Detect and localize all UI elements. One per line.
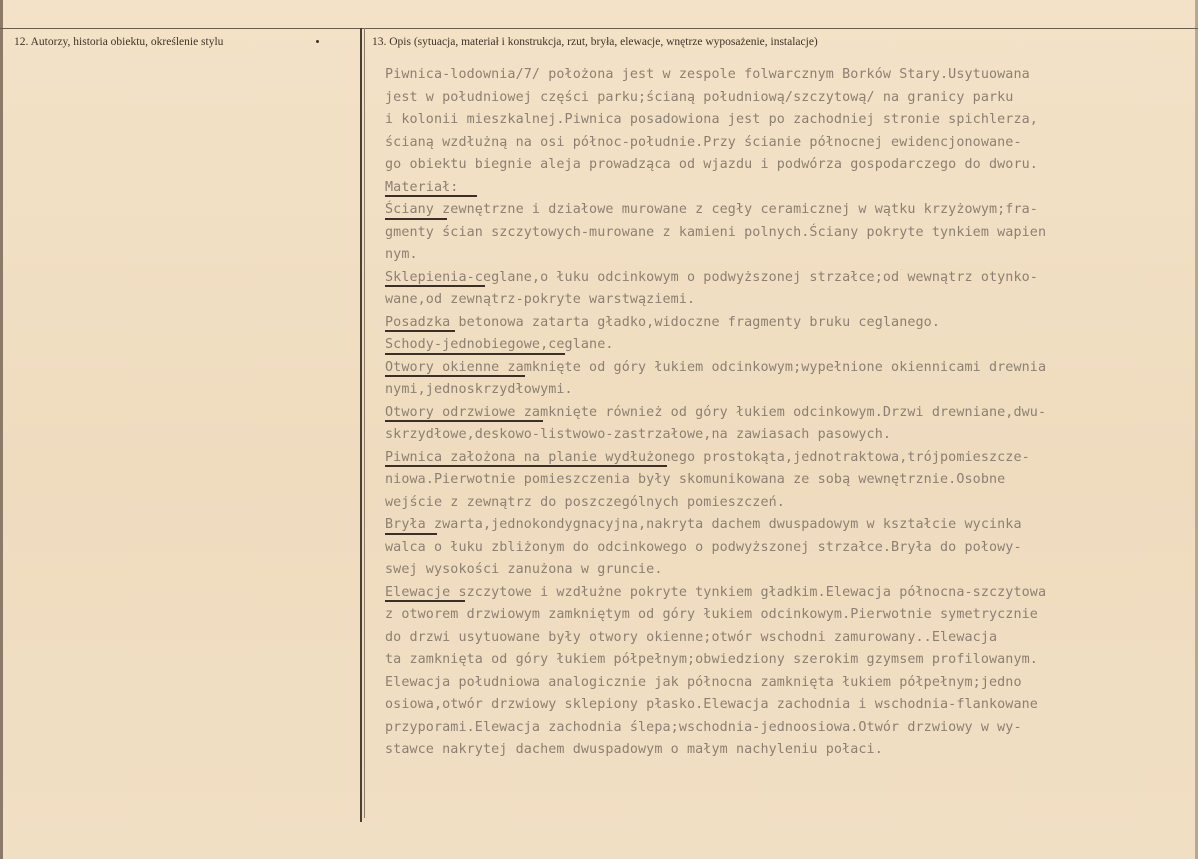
underline-mark [385, 330, 455, 332]
underline-mark [385, 465, 667, 467]
description-line: Posadzka betonowa zatarta gładko,widoczne fragmenty bruku ceglanego. [385, 312, 1185, 335]
description-line: do drzwi usytuowane były otwory okienne;otwór wschodni zamurowany..Elewacja [385, 629, 998, 645]
underline-mark [385, 600, 465, 602]
description-line: Piwnica założona na planie wydłużonego prostokąta,jednotraktowa,trójpomieszcze- [385, 447, 1185, 470]
description-line: ścianą wzdłużną na osi północ-południe.Przy ścianie północnej ewidencjonowane- [385, 134, 1022, 150]
description-line: i kolonii mieszkalnej.Piwnica posadowiona jest po zachodniej stronie spichlerza, [385, 112, 1038, 127]
description-line: stawce nakrytej dachem dwuspadowym o małym nachyleniu połaci. [385, 742, 883, 757]
page-edge-left [0, 0, 3, 859]
description-line: Piwnica-lodownia/7/ położona jest w zespole folwarcznym Borków Stary.Usytuowana [385, 67, 1030, 82]
section-12-header: 12. Autorzy, historia obiektu, określenie stylu [14, 36, 224, 48]
description-line: Otwory odrzwiowe zamknięte również od góry łukiem odcinkowym.Drzwi drewniane,dwu- [385, 402, 1185, 425]
description-line: go obiektu biegnie aleja prowadząca od wjazdu i podwórza gospodarczego do dworu. [385, 157, 1038, 172]
description-line: wejście z zewnątrz do poszczególnych pomieszczeń. [385, 494, 785, 510]
underline-mark [385, 533, 437, 535]
description-line: skrzydłowe,deskowo-listwowo-zastrzałowe,na zawiasach pasowych. [385, 427, 892, 442]
form-top-rule [0, 28, 1198, 29]
description-line: osiowa,otwór drzwiowy sklepiony płasko.Elewacja zachodnia i wschodnia-flankowane [385, 697, 1038, 712]
description-line: nymi,jednoskrzydłowymi. [385, 382, 573, 397]
description-line: niowa.Pierwotnie pomieszczenia były skomunikowana ze sobą wewnętrznie.Osobne [385, 472, 1006, 487]
form-column-divider-inner [364, 28, 365, 818]
description-line: Materiał: [385, 177, 1185, 200]
underline-mark [385, 375, 525, 377]
description-line: nym. [385, 247, 418, 262]
description-line: Elewacja południowa analogicznie jak północna zamknięta łukiem półpełnym;jedno [385, 674, 1022, 690]
underline-mark [385, 218, 447, 220]
underline-mark [385, 353, 565, 355]
description-line: Bryła zwarta,jednokondygnacyjna,nakryta dachem dwuspadowym w kształcie wycinka [385, 514, 1185, 537]
description-line: Otwory okienne zamknięte od góry łukiem odcinkowym;wypełnione okiennicami drewnia [385, 357, 1185, 380]
description-line: jest w południowej części parku;ścianą południową/szczytową/ na granicy parku [385, 89, 1014, 105]
description-body [385, 64, 1185, 762]
underline-mark [385, 195, 477, 197]
description-line: Ściany zewnętrzne i działowe murowane z cegły ceramicznej w wątku krzyżowym;fra- [385, 199, 1185, 222]
ink-dot [316, 40, 319, 43]
description-line: Sklepienia-ceglane,o łuku odcinkowym o podwyższonej strzałce;od wewnątrz otynko- [385, 267, 1185, 290]
description-line: swej wysokości zanużona w gruncie. [385, 562, 663, 577]
description-line: przyporami.Elewacja zachodnia ślepa;wschodnia-jednoosiowa.Otwór drzwiowy w wy- [385, 719, 1022, 735]
description-line: walca o łuku zbliżonym do odcinkowego o podwyższonej strzałce.Bryła do połowy- [385, 539, 1022, 555]
description-line: Schody-jednobiegowe,ceglane. [385, 334, 1185, 357]
form-column-divider [360, 28, 362, 822]
description-line: gmenty ścian szczytowych-murowane z kamieni polnych.Ściany pokryte tynkiem wapien [385, 224, 1047, 240]
underline-mark [385, 285, 485, 287]
underline-mark [385, 420, 543, 422]
description-line: ta zamknięta od góry łukiem półpełnym;obwiedziony szerokim gzymsem profilowanym. [385, 652, 1038, 667]
description-line: z otworem drzwiowym zamkniętym od góry łukiem odcinkowym.Pierwotnie symetrycznie [385, 607, 1038, 622]
description-line: wane,od zewnątrz-pokryte warstwąziemi. [385, 292, 696, 307]
description-line: Elewacje szczytowe i wzdłużne pokryte tynkiem gładkim.Elewacja północna-szczytowa [385, 582, 1185, 605]
section-13-header: 13. Opis (sytuacja, materiał i konstrukcja, rzut, bryła, elewacje, wnętrze wyposażenie, instalacje) [372, 36, 818, 48]
